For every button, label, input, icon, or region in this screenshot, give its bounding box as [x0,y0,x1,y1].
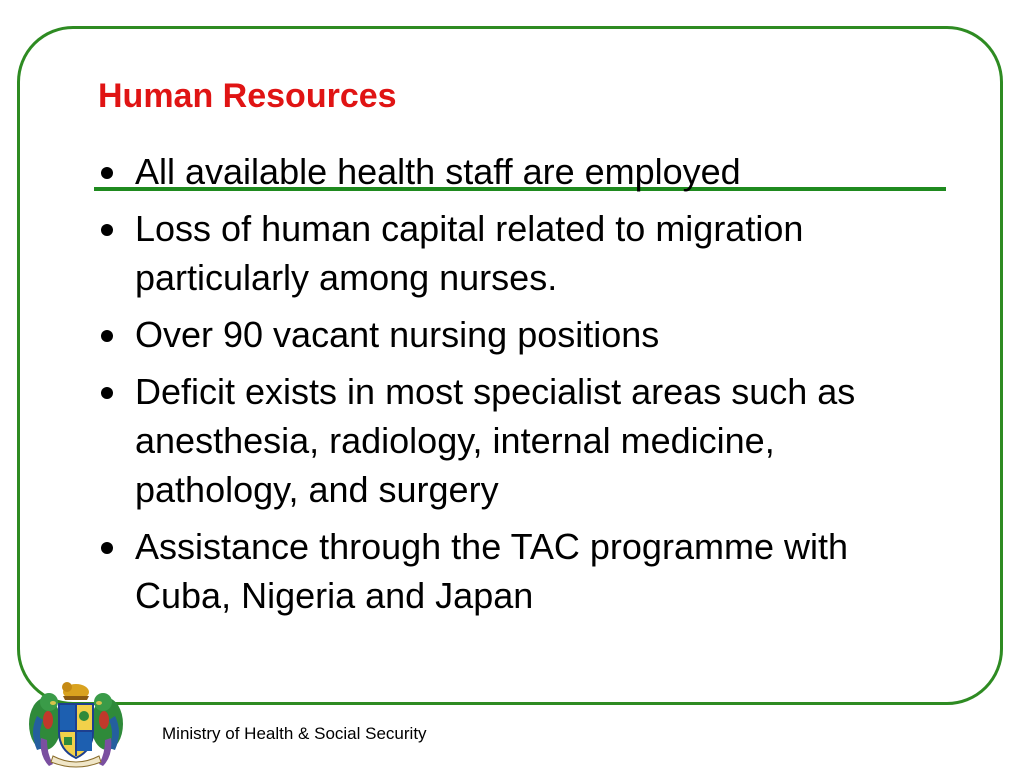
footer-text: Ministry of Health & Social Security [162,724,427,743]
bullet-dot-icon [101,387,113,399]
shield-icon [59,704,93,758]
bullet-item [96,147,936,196]
bullet-dot-icon [101,542,113,554]
bullet-text: Assistance through the TAC programme with Cuba, Nigeria and Japan [135,526,848,616]
coat-of-arms-icon [15,676,137,768]
lion-crest-icon [62,682,89,700]
slide-title: Human Resources [98,77,397,115]
bullet-text: Over 90 vacant nursing positions [135,314,660,355]
bullet-text: All available health staff are employed [135,151,741,192]
left-parrot-icon [29,693,61,766]
bullet-item [96,310,936,359]
bullet-item [96,522,936,620]
bullet-item [96,367,936,514]
bullet-text: Deficit exists in most specialist areas such as anesthesia, radiology, internal medicine, pathology, and surgery [135,371,856,510]
bullet-dot-icon [101,167,113,179]
right-parrot-icon [91,693,123,766]
bullet-list [96,147,936,628]
bullet-text: Loss of human capital related to migration particularly among nurses. [135,208,804,298]
bullet-dot-icon [101,330,113,342]
bullet-dot-icon [101,224,113,236]
bullet-item [96,204,936,302]
